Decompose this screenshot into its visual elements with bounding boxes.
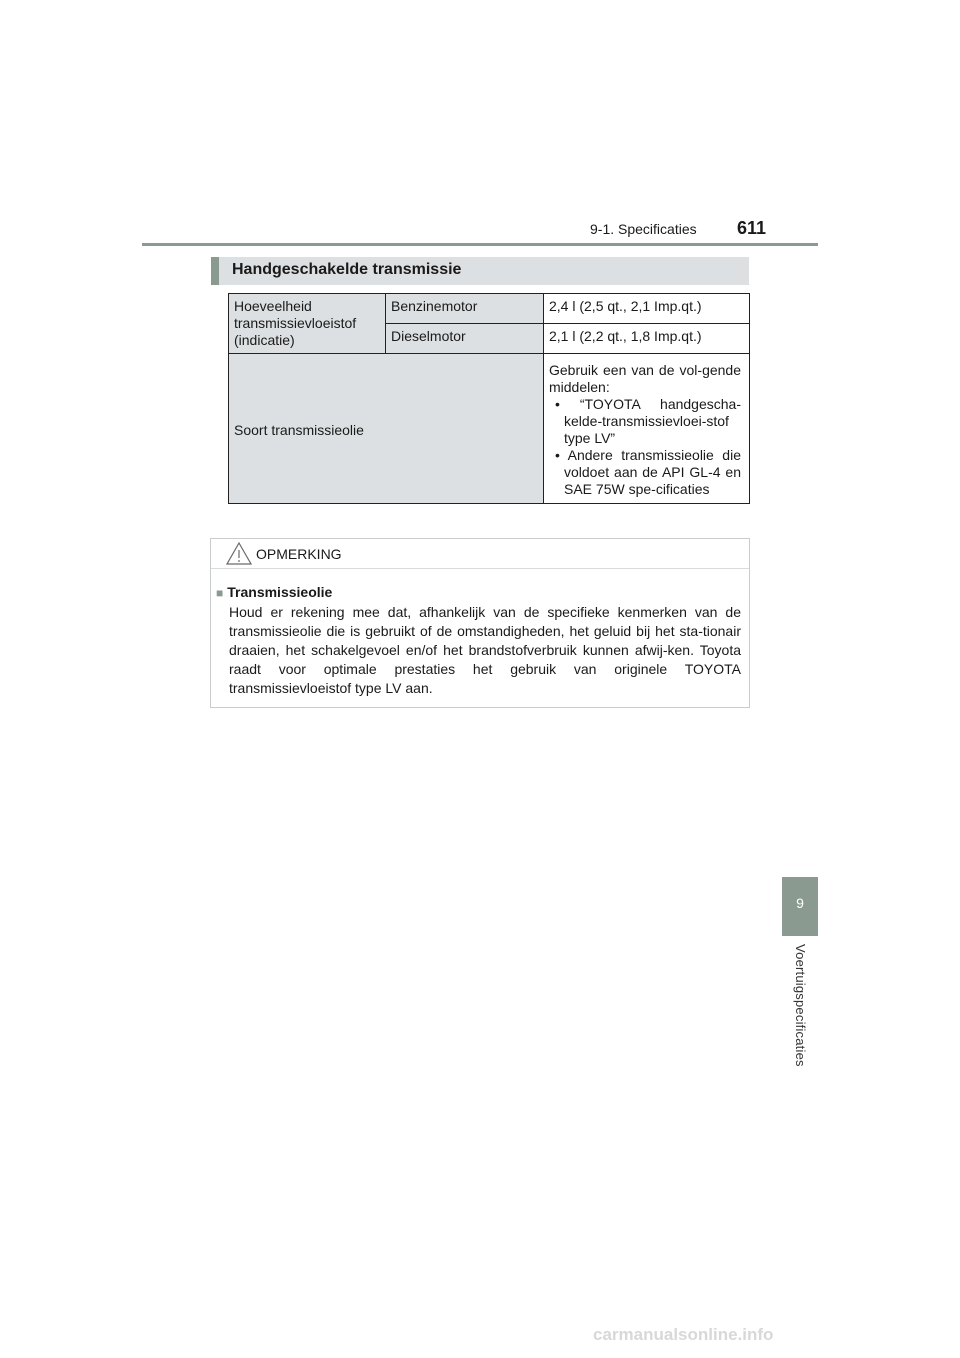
notice-subheading bbox=[216, 584, 332, 600]
chapter-number: 9 bbox=[796, 895, 804, 911]
warning-icon bbox=[226, 542, 252, 565]
section-heading bbox=[211, 257, 749, 285]
table-row bbox=[229, 294, 750, 324]
type-label-cell: Soort transmissieolie bbox=[229, 354, 544, 504]
type-option: • Andere transmissieolie die voldoet aan de API GL-4 en SAE 75W spe-cificaties bbox=[555, 447, 741, 497]
section-heading-text: Handgeschakelde transmissie bbox=[232, 261, 462, 278]
chapter-title: Voertuigspecificaties bbox=[793, 944, 808, 1067]
notice-heading: OPMERKING bbox=[256, 546, 342, 562]
value-cell: 2,1 l (2,2 qt., 1,8 Imp.qt.) bbox=[544, 324, 750, 354]
engine-cell: Dieselmotor bbox=[386, 324, 544, 354]
header-rule bbox=[142, 243, 818, 246]
type-option: • “TOYOTA handgescha-kelde-transmissievloei-stof type LV” bbox=[555, 396, 741, 446]
type-intro: Gebruik een van de vol-gende middelen: bbox=[549, 362, 741, 395]
watermark-footer: carmanualsonline.info bbox=[593, 1325, 774, 1344]
chapter-tab[interactable] bbox=[782, 877, 818, 936]
value-cell: 2,4 l (2,5 qt., 2,1 Imp.qt.) bbox=[544, 294, 750, 324]
spec-table bbox=[228, 293, 750, 504]
notice-header bbox=[211, 539, 749, 569]
table-row bbox=[229, 354, 750, 504]
header-section-title: 9-1. Specificaties bbox=[590, 221, 697, 237]
quantity-label-cell: Hoeveelheid transmissievloeistof (indicatie) bbox=[229, 294, 386, 354]
type-value-cell bbox=[544, 354, 750, 504]
notice-box bbox=[210, 538, 750, 708]
page-number: 611 bbox=[737, 218, 767, 238]
engine-cell: Benzinemotor bbox=[386, 294, 544, 324]
notice-subheading-text: Transmissieolie bbox=[227, 584, 333, 600]
square-bullet-icon: ■ bbox=[216, 586, 224, 600]
notice-body: Houd er rekening mee dat, afhankelijk van de specifieke kenmerken van de transmissieolie die is gebruikt of de omstandigheden, het geluid bij het sta-tionair draaien, het schakelgevoel en/of het brandstofverbruik kunnen afwij-ken. Toyota raadt voor optimale prestaties het gebruik van originele TOYOTA transmissievloeistof type LV aan. bbox=[229, 604, 741, 696]
